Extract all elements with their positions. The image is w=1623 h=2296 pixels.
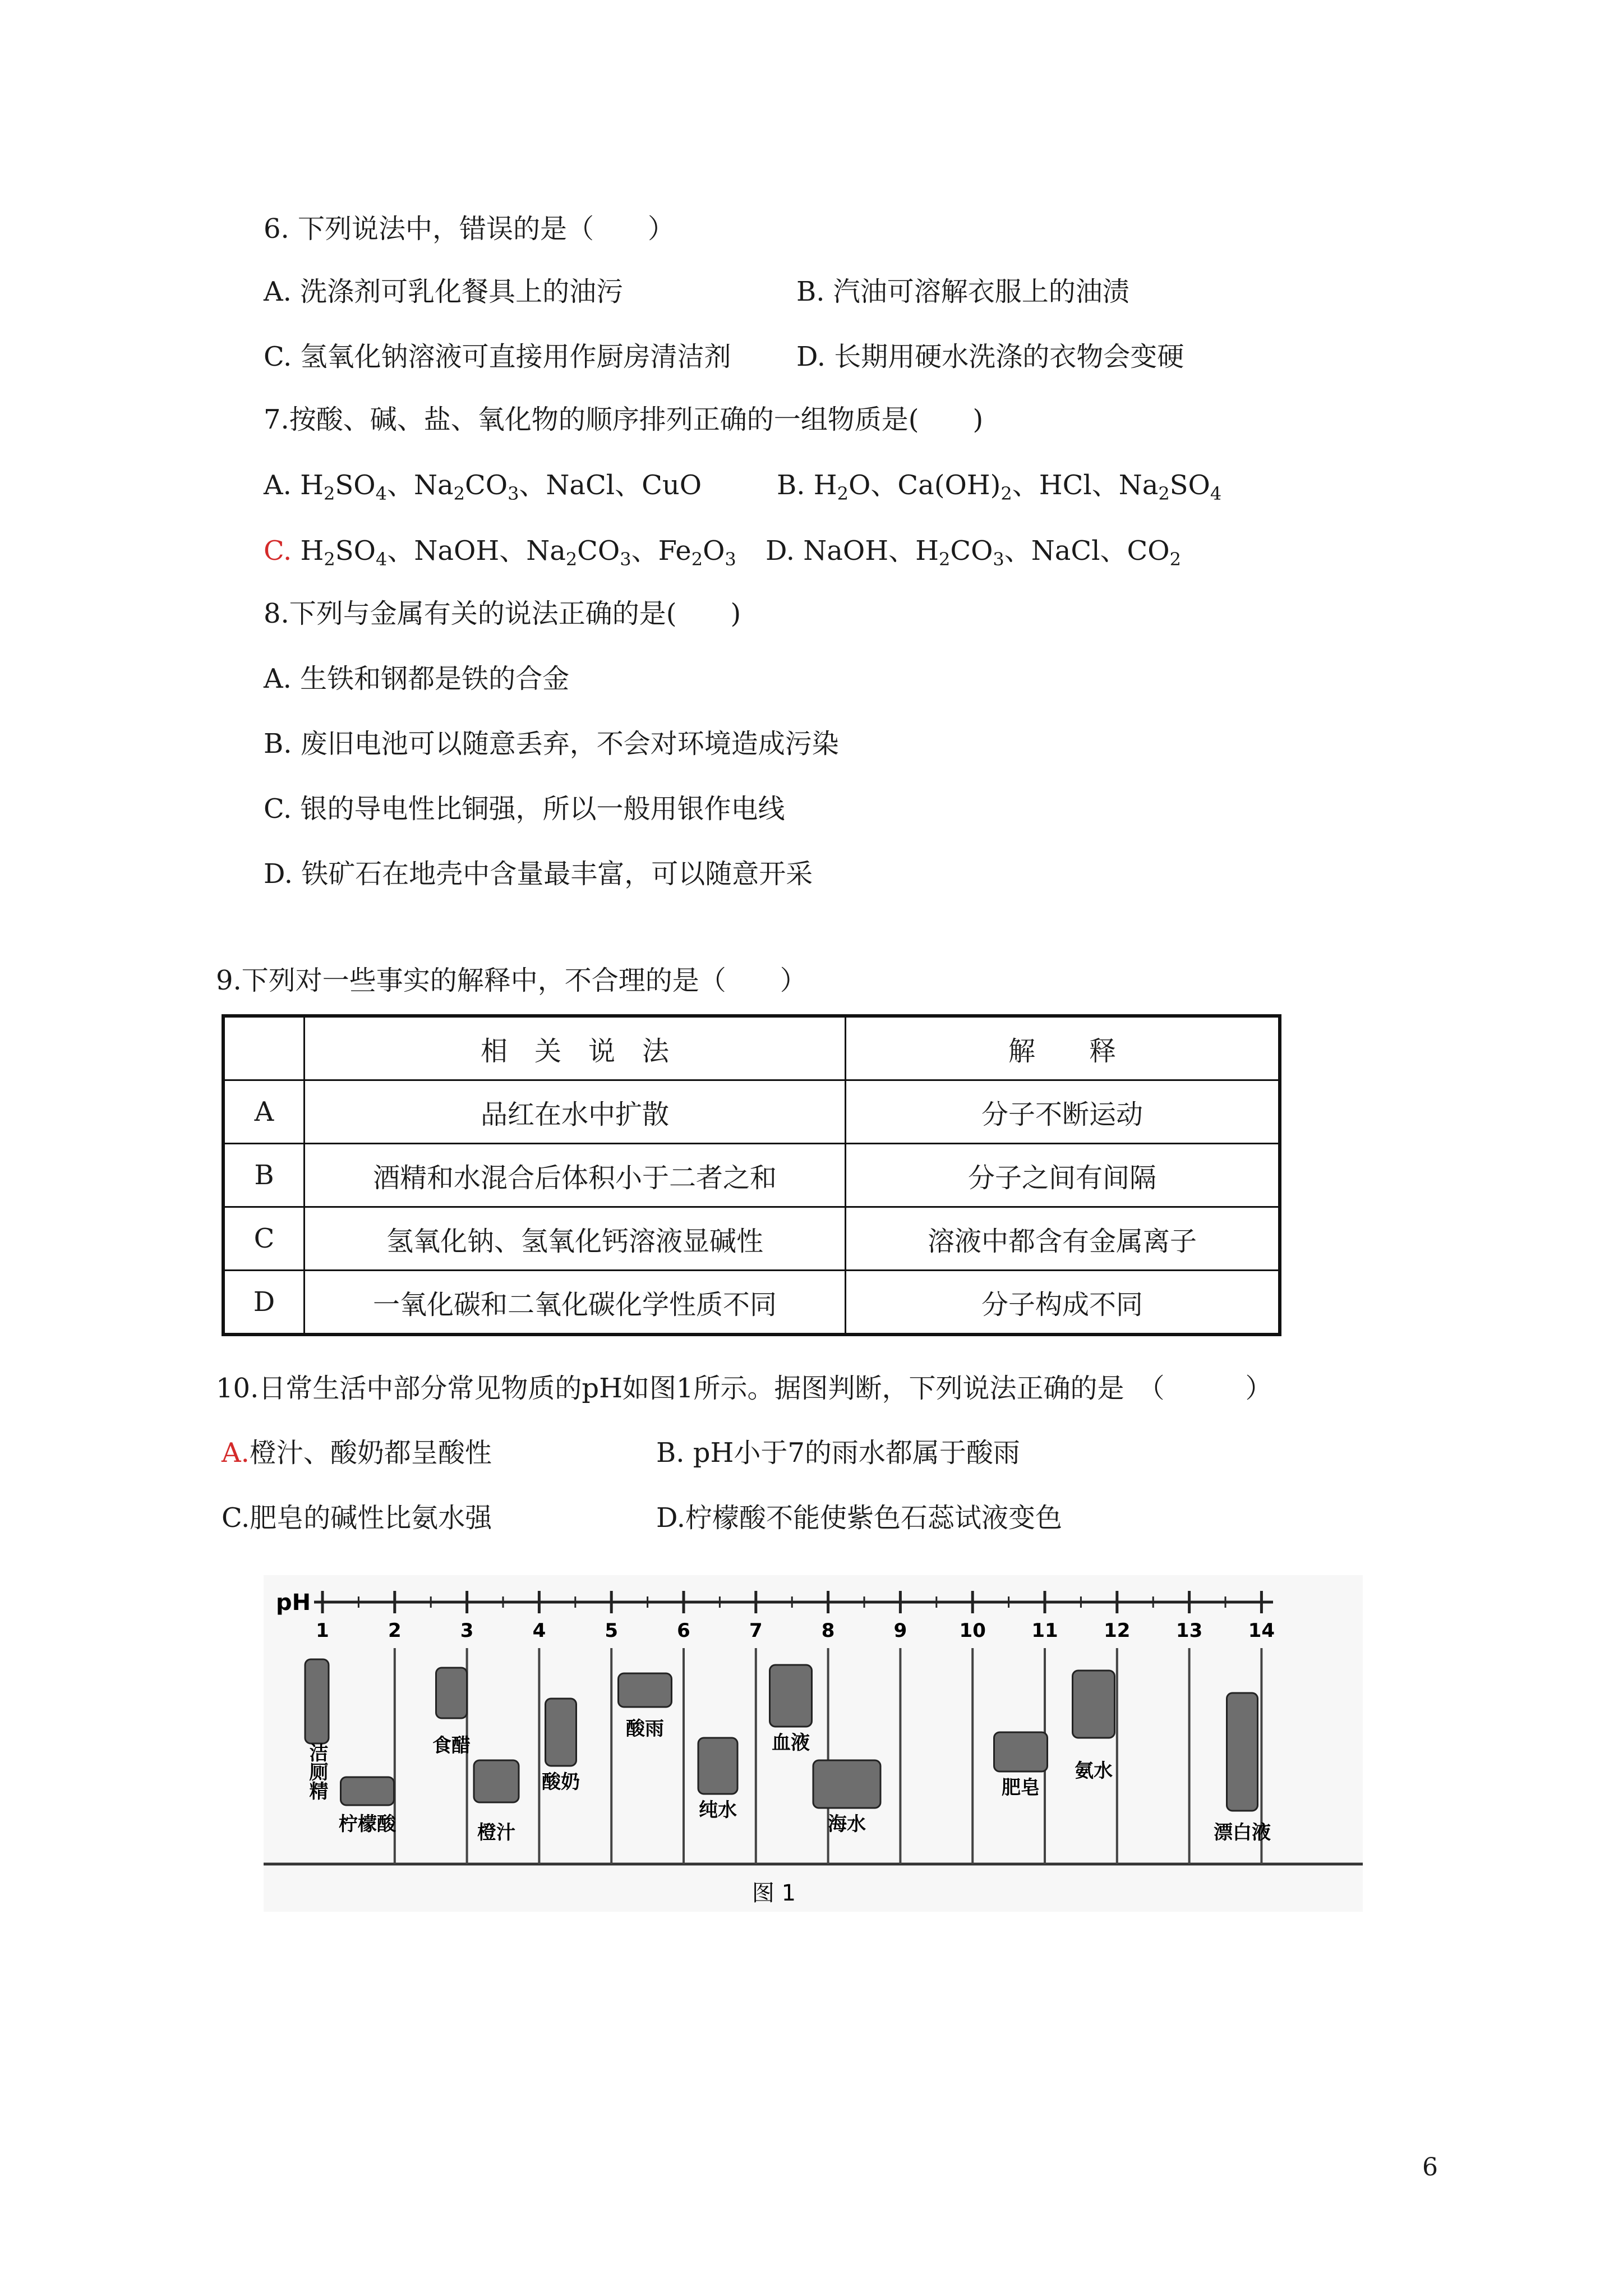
ph-tick-label: 4: [532, 1619, 546, 1642]
vinegar-bottle-icon: [436, 1668, 467, 1718]
table-cell: B: [223, 1144, 305, 1207]
q7-b-label: B.: [777, 470, 805, 501]
table-header-cell: [223, 1016, 305, 1080]
rain-cloud-icon: [619, 1673, 672, 1707]
bleach-bottle-icon: [1227, 1693, 1258, 1811]
table-row: [223, 1144, 1280, 1207]
table-row: [223, 1271, 1280, 1335]
table-header-row: [223, 1016, 1280, 1080]
q7-option-a: A. $H_2SO_4$、$Na_2CO_3$、NaCl、CuO: [264, 470, 702, 504]
sea-icon: [813, 1760, 880, 1808]
ph-tick-label: 12: [1104, 1619, 1131, 1642]
table-cell: C: [223, 1207, 305, 1271]
ph-item-label: 肥皂: [1002, 1777, 1040, 1799]
q9-table: [222, 1014, 1281, 1336]
q7-option-c: C. $H_2SO_4$、NaOH、$Na_2CO_3$、$Fe_2O_3$: [264, 535, 736, 570]
q6-stem: 6. 下列说法中，错误的是（ ）: [264, 213, 675, 245]
q10-a-label: A.: [222, 1437, 250, 1469]
ph-tick-label: 11: [1031, 1619, 1058, 1642]
ph-item-label: 氨水: [1075, 1760, 1113, 1782]
ph-tick-label: 9: [893, 1619, 907, 1642]
ph-tick-label: 5: [605, 1619, 619, 1642]
q7-option-b: B. $H_2O$、$Ca(OH)_2$、HCl、$Na_2SO_4$: [777, 470, 1222, 504]
ph-tick-label: 7: [749, 1619, 763, 1642]
beaker-icon: [1073, 1671, 1115, 1738]
ph-tick-label: 8: [821, 1619, 835, 1642]
ph-item-label: 洁厕精: [306, 1743, 328, 1800]
q10-option-b: B. pH小于7的雨水都属于酸雨: [656, 1437, 1020, 1469]
q8-option-b: B. 废旧电池可以随意丢弃，不会对环境造成污染: [264, 728, 839, 760]
q8-option-a: A. 生铁和钢都是铁的合金: [264, 663, 570, 694]
yogurt-icon: [546, 1699, 577, 1766]
table-row: [223, 1207, 1280, 1271]
juice-icon: [474, 1760, 519, 1802]
q6-option-b: B. 汽油可溶解衣服上的油渍: [796, 276, 1129, 307]
lemon-icon: [341, 1777, 394, 1805]
ph-tick-label: 2: [388, 1619, 402, 1642]
ph-tick-label: 1: [316, 1619, 329, 1642]
ph-tick-label: 6: [677, 1619, 690, 1642]
table-cell: 溶液中都含有金属离子: [846, 1207, 1280, 1271]
table-cell: D: [223, 1271, 305, 1335]
figure-caption: 图 1: [751, 1880, 796, 1906]
table-cell: 分子之间有间隔: [846, 1144, 1280, 1207]
table-cell: A: [223, 1080, 305, 1144]
q6-option-c: C. 氢氧化钠溶液可直接用作厨房清洁剂: [264, 341, 731, 372]
page-number: 6: [1422, 2153, 1438, 2182]
q10-option-c: C.肥皂的碱性比氨水强: [222, 1502, 492, 1534]
ph-item-label: 酸奶: [542, 1771, 580, 1793]
soap-icon: [994, 1732, 1048, 1772]
q10-option-a: [222, 1436, 492, 1470]
ph-item-label: 酸雨: [626, 1718, 664, 1740]
table-cell: 一氧化碳和二氧化碳化学性质不同: [305, 1271, 846, 1335]
ph-scale-figure: [264, 1575, 1363, 1912]
q10-stem: 10.日常生活中部分常见物质的pH如图1所示。据图判断，下列说法正确的是 （ ）: [216, 1373, 1272, 1404]
ph-item-label: 漂白液: [1214, 1821, 1271, 1844]
table-cell: 酒精和水混合后体积小于二者之和: [305, 1144, 846, 1207]
ph-tick-label: 14: [1248, 1619, 1275, 1642]
ph-tick-label: 13: [1175, 1619, 1203, 1642]
table-cell: 品红在水中扩散: [305, 1080, 846, 1144]
bottle-icon: [305, 1659, 329, 1743]
q8-option-c: C. 银的导电性比铜强，所以一般用银作电线: [264, 793, 785, 825]
q9-stem: 9.下列对一些事实的解释中，不合理的是（ ）: [216, 965, 807, 996]
q7-c-label: C.: [264, 535, 292, 567]
ph-item-label: 食醋: [432, 1734, 471, 1757]
ph-item-label: 血液: [772, 1732, 810, 1754]
ph-item-label: 橙汁: [477, 1821, 515, 1844]
table-cell: 氢氧化钠、氢氧化钙溶液显碱性: [305, 1207, 846, 1271]
ph-item-label: 海水: [828, 1813, 866, 1835]
water-glass-icon: [698, 1738, 737, 1794]
ph-item-label: 柠檬酸: [339, 1813, 396, 1835]
table-cell: 分子不断运动: [846, 1080, 1280, 1144]
q10-option-d: D.柠檬酸不能使紫色石蕊试液变色: [656, 1502, 1063, 1534]
q7-stem: 7.按酸、碱、盐、氧化物的顺序排列正确的一组物质是( ): [264, 404, 984, 435]
q8-option-d: D. 铁矿石在地壳中含量最丰富，可以随意开采: [264, 858, 813, 890]
table-header-cell: 相 关 说 法: [305, 1016, 846, 1080]
ph-tick-label: 10: [959, 1619, 986, 1642]
ph-tick-label: 3: [460, 1619, 474, 1642]
q8-stem: 8.下列与金属有关的说法正确的是( ): [264, 598, 741, 629]
q7-d-label: D.: [766, 535, 795, 567]
blood-bag-icon: [770, 1665, 812, 1727]
q6-option-d: D. 长期用硬水洗涤的衣物会变硬: [796, 341, 1184, 372]
q7-option-d: D. NaOH、$H_2CO_3$、NaCl、$CO_2$: [766, 535, 1181, 570]
table-header-cell: 解 释: [846, 1016, 1280, 1080]
ph-axis-label: pH: [276, 1590, 311, 1616]
table-cell: 分子构成不同: [846, 1271, 1280, 1335]
table-row: [223, 1080, 1280, 1144]
ph-item-label: 纯水: [699, 1799, 737, 1821]
q7-a-label: A.: [264, 470, 292, 501]
q6-option-a: A. 洗涤剂可乳化餐具上的油污: [264, 276, 624, 307]
q10-a-text: 橙汁、酸奶都呈酸性: [249, 1437, 492, 1469]
